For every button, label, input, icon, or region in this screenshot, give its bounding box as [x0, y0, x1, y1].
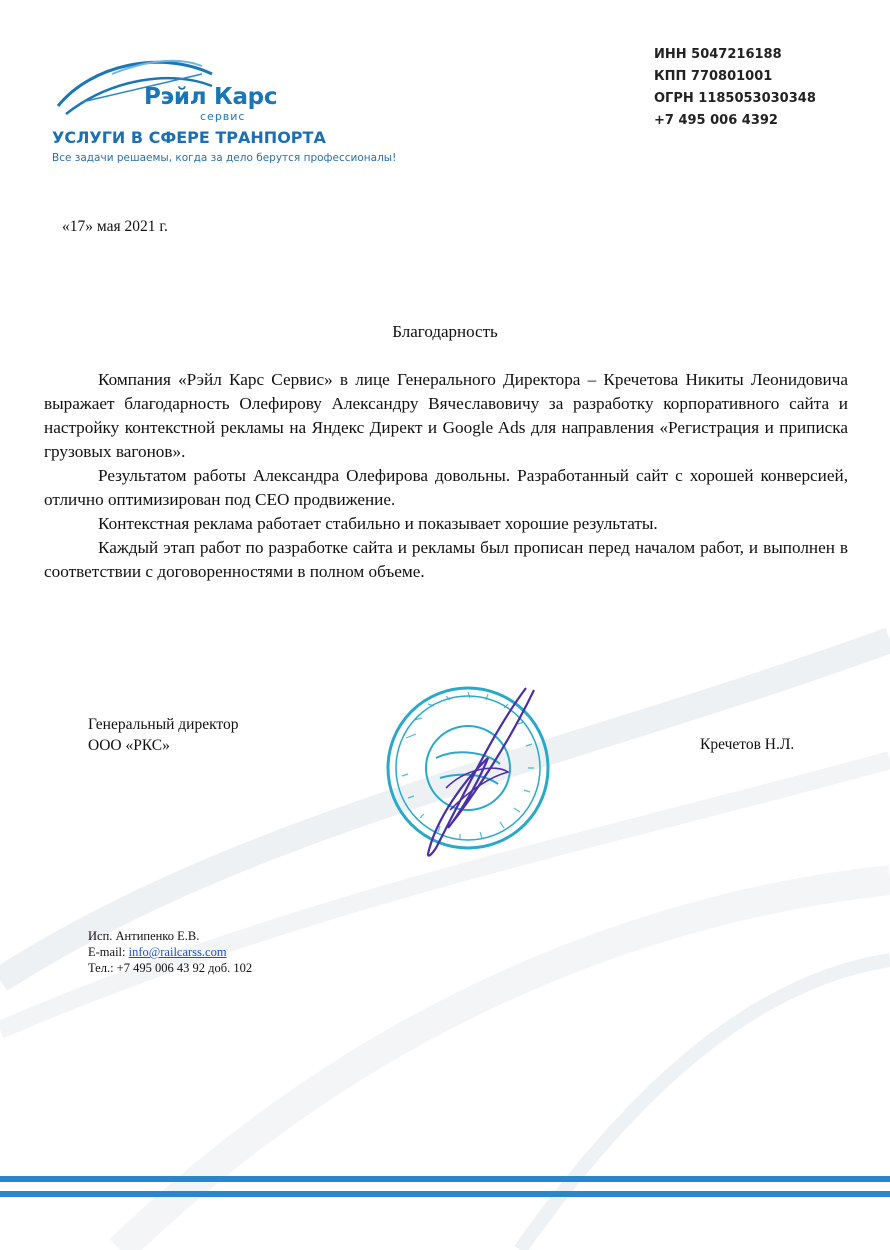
- signatory-org: ООО «РКС»: [88, 737, 170, 754]
- requisite-phone: +7 495 006 4392: [654, 113, 778, 128]
- paragraph-4: Каждый этап работ по разработке сайта и рекламы был прописан перед началом работ, и выполнен в соответствии с договоренностями в полном объеме.: [44, 538, 848, 581]
- letter-date: «17» мая 2021 г.: [62, 218, 168, 235]
- requisite-kpp: КПП 770801001: [654, 69, 773, 84]
- paragraph-2: Результатом работы Александра Олефирова довольны. Разработанный сайт с хорошей конверсией, отлично оптимизирован под СЕО продвижение.: [44, 466, 848, 509]
- footer-stripe-bottom: [0, 1191, 890, 1197]
- signatory-name: Кречетов Н.Л.: [700, 736, 795, 753]
- email-link[interactable]: info@railcarss.com: [128, 945, 227, 959]
- slogan: Все задачи решаемы, когда за дело берутся профессионалы!: [52, 152, 397, 164]
- paragraph-1: Компания «Рэйл Карс Сервис» в лице Генерального Директора – Кречетова Никиты Леонидовича выражает благодарность Олефирову Александру Вячеславовичу за разработку корпоративного сайта и настройку контекстной рекламы на Яндекс Директ и Google Ads для направления «Регистрация и приписка грузовых вагонов».: [44, 370, 848, 461]
- requisite-ogrn: ОГРН 1185053030348: [654, 91, 816, 106]
- company-requisites: [654, 44, 816, 132]
- services-heading: УСЛУГИ В СФЕРЕ ТРАНПОРТА: [52, 128, 326, 147]
- email-label: E-mail:: [88, 945, 126, 959]
- signatory-block: [88, 714, 239, 756]
- phone-line: Тел.: +7 495 006 43 92 доб. 102: [88, 961, 253, 975]
- company-logo: [52, 44, 472, 174]
- company-stamp-icon: [376, 668, 556, 868]
- signatory-position: Генеральный директор: [88, 716, 239, 733]
- requisite-inn: ИНН 5047216188: [654, 47, 782, 62]
- contacts-block: [88, 928, 252, 976]
- paragraph-3: Контекстная реклама работает стабильно и показывает хорошие результаты.: [98, 514, 658, 533]
- logo-company-name: Рэйл Карс: [144, 84, 278, 110]
- footer-stripes: [0, 1176, 890, 1206]
- logo-company-sub: сервис: [200, 110, 246, 123]
- email-line: [88, 944, 252, 960]
- executor-line: Исп. Антипенко Е.В.: [88, 929, 200, 943]
- footer-stripe-top: [0, 1176, 890, 1182]
- letter-title: Благодарность: [392, 322, 498, 341]
- letter-body: [44, 368, 848, 584]
